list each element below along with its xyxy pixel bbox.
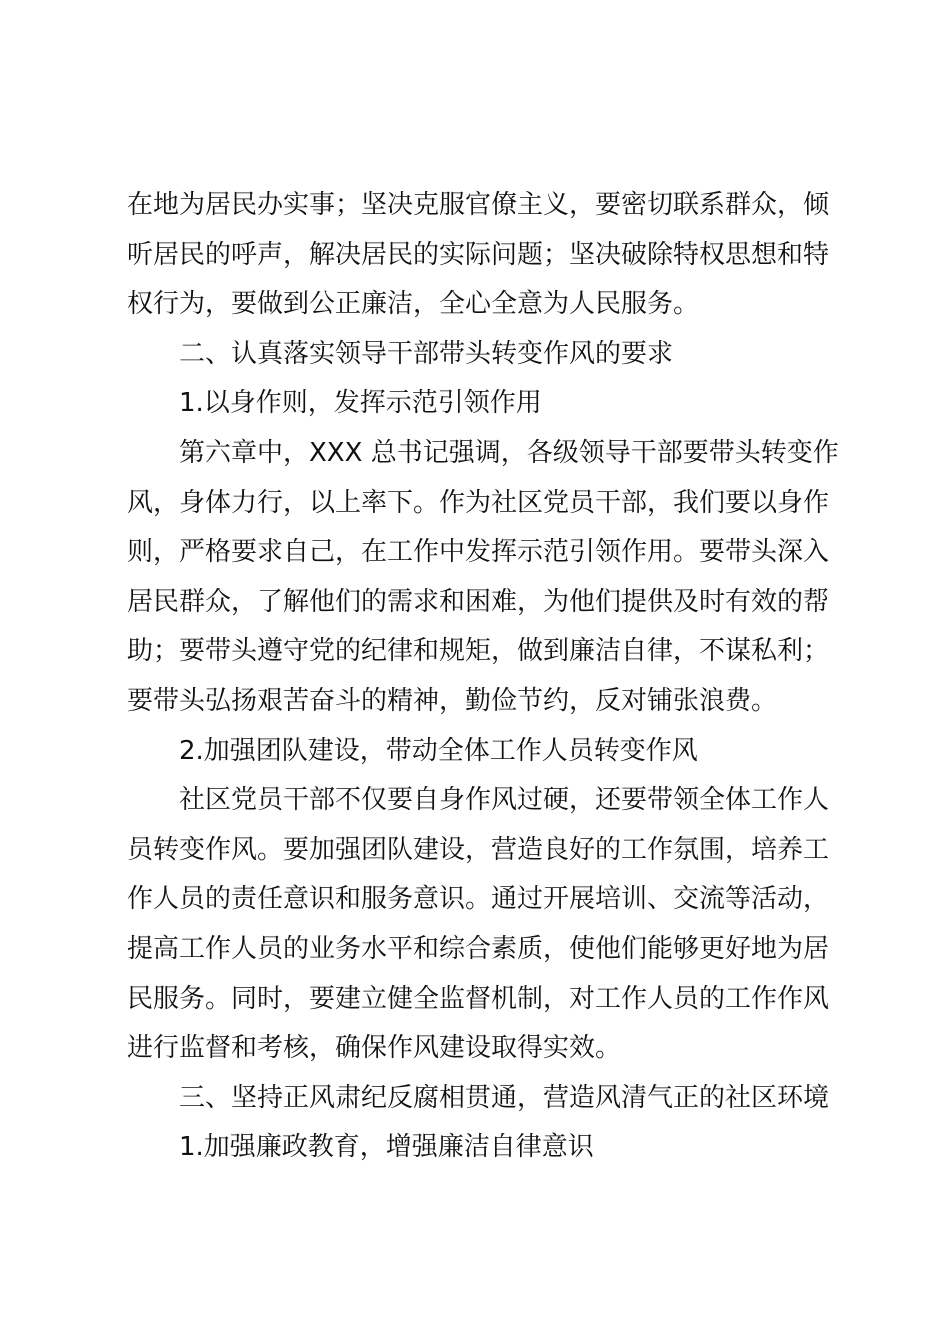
section-heading-3: 三、坚持正风肃纪反腐相贯通，营造风清气正的社区环境 — [179, 1082, 830, 1113]
text-line: 社区党员干部不仅要自身作风过硬，还要带领全体工作人 — [179, 785, 830, 816]
subheading-2-1: 1.以身作则，发挥示范引领作用 — [179, 388, 542, 419]
text-line: 作人员的责任意识和服务意识。通过开展培训、交流等活动， — [127, 884, 830, 915]
text-line: 听居民的呼声，解决居民的实际问题；坚决破除特权思想和特 — [127, 239, 830, 270]
text-line: 权行为，要做到公正廉洁，全心全意为人民服务。 — [127, 289, 700, 320]
text-line: 居民群众，了解他们的需求和困难，为他们提供及时有效的帮 — [127, 586, 830, 617]
text-line: 第六章中，XXX 总书记强调，各级领导干部要带头转变作 — [179, 437, 839, 468]
text-line: 提高工作人员的业务水平和综合素质，使他们能够更好地为居 — [127, 933, 830, 964]
section-heading-2: 二、认真落实领导干部带头转变作风的要求 — [179, 338, 674, 369]
text-line: 进行监督和考核，确保作风建设取得实效。 — [127, 1033, 622, 1064]
text-line: 风，身体力行，以上率下。作为社区党员干部，我们要以身作 — [127, 487, 830, 518]
text-line: 员转变作风。要加强团队建设，营造良好的工作氛围，培养工 — [127, 834, 830, 865]
subheading-3-1: 1.加强廉政教育，增强廉洁自律意识 — [179, 1132, 594, 1163]
text-line: 在地为居民办实事；坚决克服官僚主义，要密切联系群众，倾 — [127, 190, 830, 220]
text-line: 则，严格要求自己，在工作中发挥示范引领作用。要带头深入 — [127, 537, 830, 568]
document-body — [127, 181, 837, 1173]
subheading-2-2: 2.加强团队建设，带动全体工作人员转变作风 — [179, 735, 698, 766]
text-line: 民服务。同时，要建立健全监督机制，对工作人员的工作作风 — [127, 983, 830, 1014]
text-line: 要带头弘扬艰苦奋斗的精神，勤俭节约，反对铺张浪费。 — [127, 685, 778, 716]
text-line: 助；要带头遵守党的纪律和规矩，做到廉洁自律，不谋私利； — [127, 636, 830, 667]
